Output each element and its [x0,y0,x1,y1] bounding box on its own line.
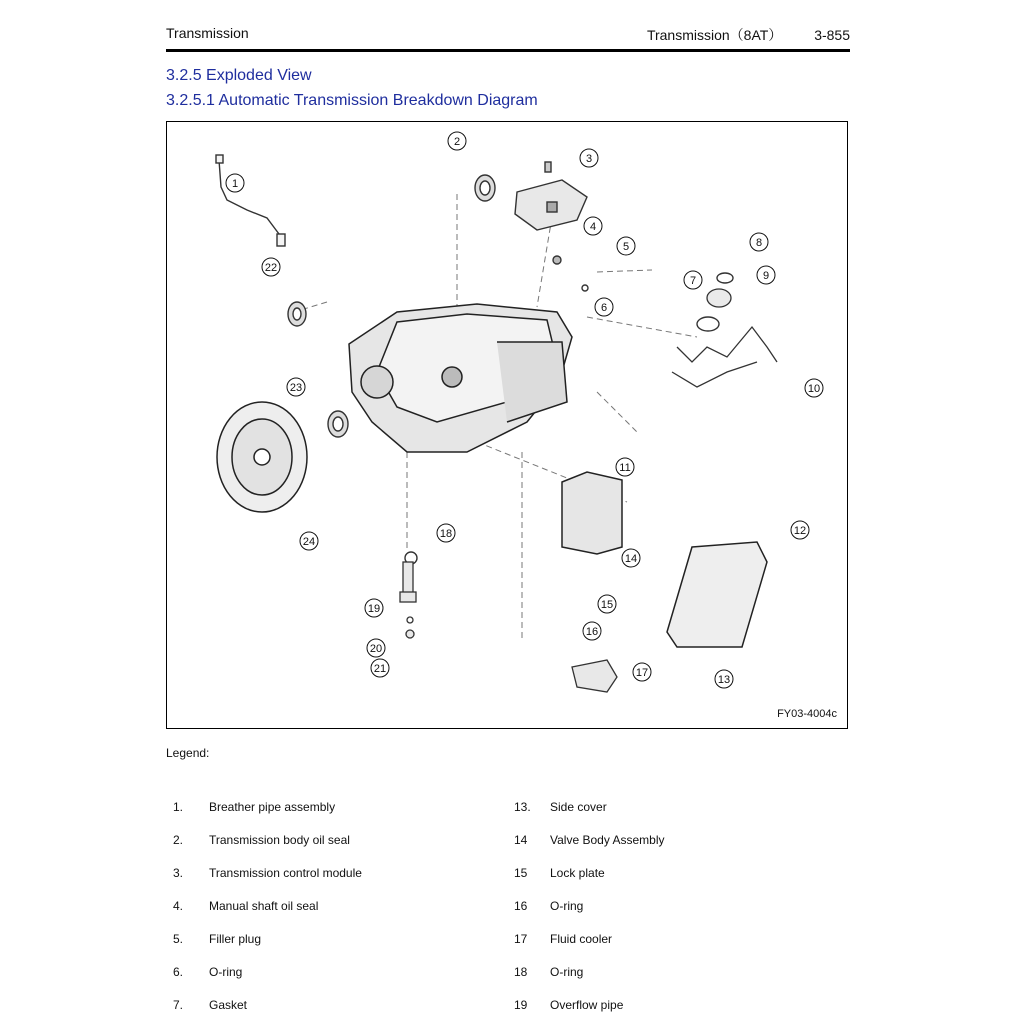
legend-item-number: 13. [514,800,531,814]
callout-number: 11 [619,462,631,474]
exploded-diagram [167,122,849,730]
callout-number: 17 [635,667,649,679]
torque-converter-part [217,402,307,512]
transmission-case-part [349,304,572,452]
legend-item-left [173,833,350,847]
callout-number: 14 [624,553,638,565]
breather-pipe-part [216,155,285,246]
legend-item-number: 4. [173,899,184,913]
header-chapter-title: Transmission（8AT） [646,27,783,43]
callout-number: 19 [367,603,381,615]
legend-label: Legend: [166,746,210,760]
legend-item-right [514,800,607,814]
legend-item-number: 18 [514,965,528,979]
legend-item-number: 15 [514,866,528,880]
legend-item-text: Manual shaft oil seal [209,899,319,913]
legend-item-left [173,866,362,880]
valve-body-part [562,472,622,554]
header-rule [166,49,850,52]
legend-item-right [514,932,612,946]
callout-number: 9 [762,270,770,282]
legend-item-number: 14 [514,833,528,847]
legend-item-number: 19 [514,998,528,1012]
legend-item-left [173,998,247,1012]
legend-item-text: O-ring [209,965,243,979]
legend-item-text: Transmission body oil seal [209,833,350,847]
callout-number: 3 [585,153,593,165]
callout-number: 10 [807,383,821,395]
figure-id: FY03-4004c [777,708,837,720]
callout-number: 16 [585,626,599,638]
legend-item-text: Filler plug [209,932,262,946]
side-cover-part [667,542,767,647]
legend-item-number: 6. [173,965,184,979]
section-heading-exploded-view: 3.2.5 Exploded View [166,67,312,84]
callout-number: 1 [231,178,239,190]
legend-item-number: 7. [173,998,184,1012]
overflow-pipe-part [400,562,416,638]
legend-item-right [514,866,605,880]
callout-number: 8 [755,237,763,249]
legend-item-number: 17 [514,932,528,946]
callout-number: 7 [689,275,697,287]
legend-item-left [173,932,261,946]
callout-number: 15 [600,599,614,611]
page-header-right [647,25,850,45]
callout-number: 4 [589,221,597,233]
legend-item-text: O-ring [550,899,584,913]
legend-item-text: Breather pipe assembly [209,800,336,814]
legend-item-text: Side cover [550,800,607,814]
legend-item-text: Lock plate [550,866,605,880]
legend-item-text: Overflow pipe [550,998,624,1012]
callout-number: 6 [600,302,608,314]
legend-item-right [514,965,583,979]
legend-item-left [173,965,242,979]
callout-number: 18 [439,528,453,540]
callout-number: 5 [622,241,630,253]
legend-item-number: 2. [173,833,184,847]
callout-number: 24 [302,536,316,548]
legend-item-left [173,800,335,814]
legend-item-left [173,899,318,913]
legend-item-text: Fluid cooler [550,932,613,946]
section-heading-breakdown-diagram: 3.2.5.1 Automatic Transmission Breakdown Diagram [166,92,538,109]
legend-item-right [514,899,583,913]
callout-number: 12 [793,525,807,537]
legend-item-right [514,998,623,1012]
callout-number: 2 [453,136,461,148]
legend-item-text: O-ring [550,965,584,979]
legend-item-number: 5. [173,932,184,946]
legend-item-text: Gasket [209,998,248,1012]
callout-number: 13 [717,674,731,686]
legend-item-number: 1. [173,800,184,814]
exploded-view-figure [166,121,848,729]
legend-item-right [514,833,665,847]
legend-item-text: Transmission control module [209,866,362,880]
page-number: 3-855 [814,27,850,43]
callout-number: 23 [289,382,303,394]
callout-number: 21 [373,663,387,675]
legend-item-text: Valve Body Assembly [550,833,665,847]
callout-number: 20 [369,643,383,655]
page-header-left: Transmission [166,25,249,41]
fluid-cooler-part [572,660,617,692]
legend-item-number: 16 [514,899,528,913]
wiring-harness-part [672,289,777,387]
control-module-part [515,162,587,230]
legend-item-number: 3. [173,866,184,880]
callout-number: 22 [264,262,278,274]
